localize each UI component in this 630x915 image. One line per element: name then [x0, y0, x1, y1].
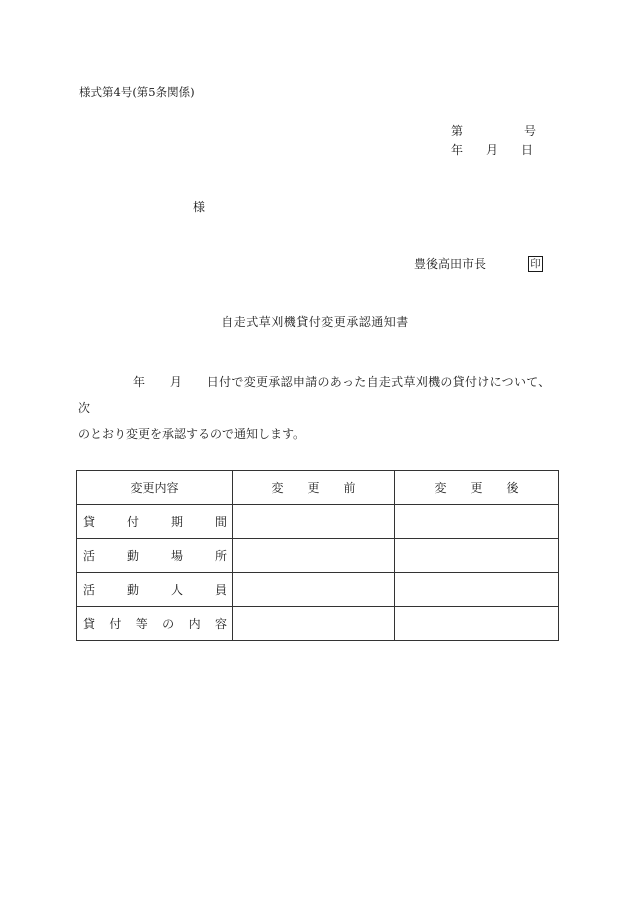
- label-char: 貸: [83, 617, 96, 631]
- label-char: 活: [83, 583, 96, 597]
- header-after-char: 後: [506, 481, 519, 495]
- before-cell[interactable]: [233, 573, 395, 607]
- label-char: 所: [214, 549, 227, 563]
- label-char: 貸: [83, 515, 96, 529]
- body-line-1: 年 月 日付で変更承認申請のあった自走式草刈機の貸付けについて、次: [78, 375, 551, 415]
- label-char: の: [162, 617, 175, 631]
- header-before: [233, 471, 395, 505]
- doc-number-suffix: 号: [523, 124, 536, 138]
- before-cell[interactable]: [233, 539, 395, 573]
- date-year: 年: [451, 143, 464, 157]
- header-after-char: 変: [434, 481, 447, 495]
- row-label: [77, 573, 233, 607]
- body-text: [78, 369, 556, 447]
- after-cell[interactable]: [395, 573, 559, 607]
- change-table: [76, 470, 559, 641]
- label-char: 等: [135, 617, 148, 631]
- label-char: 人: [170, 583, 183, 597]
- header-before-char: 変: [271, 481, 284, 495]
- label-char: 動: [126, 549, 139, 563]
- header-after-char: 更: [470, 481, 483, 495]
- label-char: 内: [188, 617, 201, 631]
- doc-number-prefix: 第: [451, 124, 464, 138]
- label-char: 付: [126, 515, 139, 529]
- seal-box: 印: [528, 256, 543, 272]
- table-row: [77, 505, 559, 539]
- label-char: 付: [109, 617, 122, 631]
- header-item: 変更内容: [77, 471, 233, 505]
- label-char: 期: [170, 515, 183, 529]
- table-header-row: [77, 471, 559, 505]
- header-before-char: 前: [343, 481, 356, 495]
- label-char: 動: [126, 583, 139, 597]
- row-label: [77, 539, 233, 573]
- table-row: [77, 573, 559, 607]
- before-cell[interactable]: [233, 607, 395, 641]
- before-cell[interactable]: [233, 505, 395, 539]
- document-title: 自走式草刈機貸付変更承認通知書: [221, 315, 409, 329]
- table-row: [77, 539, 559, 573]
- addressee-honorific: 様: [193, 200, 206, 214]
- label-char: 場: [170, 549, 183, 563]
- label-char: 容: [214, 617, 227, 631]
- header-before-char: 更: [307, 481, 320, 495]
- header-after: [395, 471, 559, 505]
- row-label: [77, 607, 233, 641]
- row-label: [77, 505, 233, 539]
- label-char: 間: [214, 515, 227, 529]
- issuer: [414, 255, 543, 272]
- label-char: 活: [83, 549, 96, 563]
- document-number: [451, 122, 536, 141]
- after-cell[interactable]: [395, 539, 559, 573]
- after-cell[interactable]: [395, 607, 559, 641]
- date-month: 月: [485, 143, 498, 157]
- issue-date: [451, 141, 533, 158]
- label-char: 員: [214, 583, 227, 597]
- date-day: 日: [520, 143, 533, 157]
- form-id: 様式第4号(第5条関係): [79, 85, 195, 99]
- after-cell[interactable]: [395, 505, 559, 539]
- issuer-name: 豊後高田市長: [414, 257, 487, 271]
- body-line-2: のとおり変更を承認するので通知します。: [78, 427, 306, 441]
- table-row: [77, 607, 559, 641]
